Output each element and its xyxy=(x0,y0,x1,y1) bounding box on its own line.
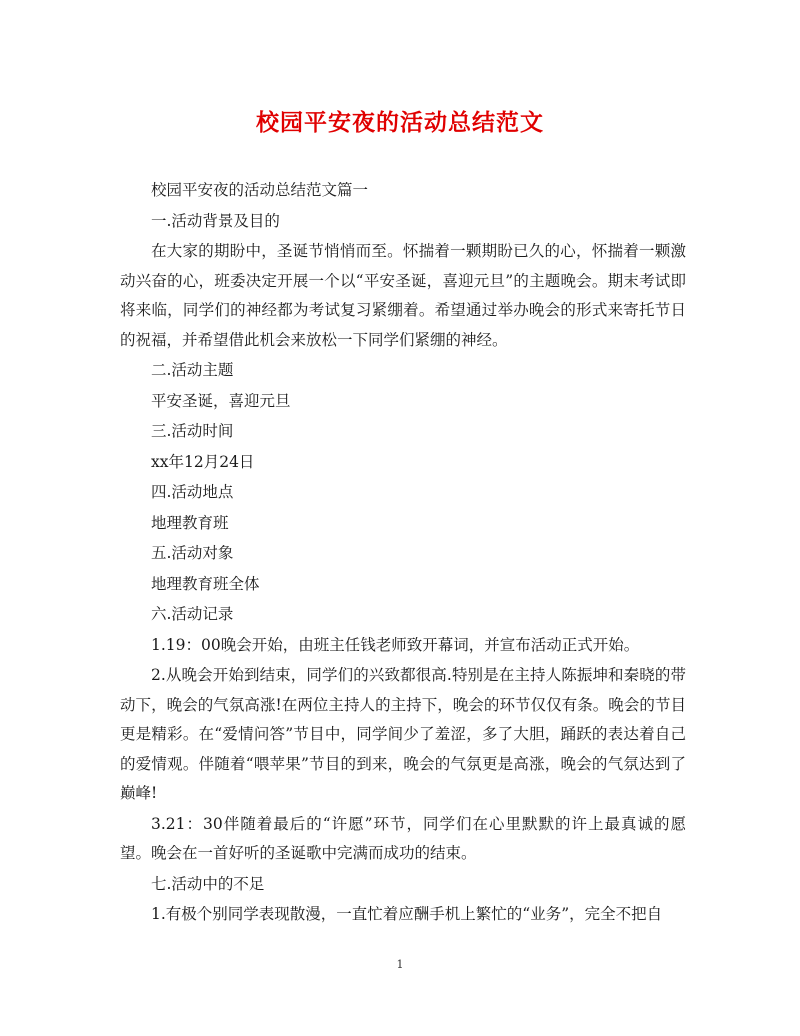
paragraph: xx年12月24日 xyxy=(151,452,255,471)
paragraph: 在大家的期盼中，圣诞节悄悄而至。怀揣着一颗期盼已久的心，怀揣着一颗激动兴奋的心，班委决定开展一个以“平安圣诞，喜迎元旦”的主题晚会。期末考试即将来临，同学们的神经都为考试复习紧绷着。希望通过举办晚会的形式来寄托节日的祝福，并希望借此机会来放松一下同学们紧绷的神经。 xyxy=(120,242,686,349)
paragraph: 地理教育班 xyxy=(151,513,229,532)
paragraph: 3.21：30伴随着最后的“许愿”环节，同学们在心里默默的许上最真诚的愿望。晚会在一首好听的圣诞歌中完满而成功的结束。 xyxy=(120,814,686,862)
paragraph: 地理教育班全体 xyxy=(151,574,260,593)
paragraph: 平安圣诞，喜迎元旦 xyxy=(151,391,291,410)
paragraph: 校园平安夜的活动总结范文篇一 xyxy=(151,181,369,199)
section-heading: 二.活动主题 xyxy=(151,361,234,379)
page-number: 1 xyxy=(396,958,404,971)
section-heading: 七.活动中的不足 xyxy=(151,874,265,893)
paragraph: 2.从晚会开始到结束，同学们的兴致都很高.特别是在主持人陈振坤和秦晓的带动下，晚会的气氛高涨!在两位主持人的主持下，晚会的环节仅仅有条。晚会的节目更是精彩。在“爱情问答”节目中，同学间少了羞涩，多了大胆，踊跃的表达着自己的爱情观。伴随着“喂苹果”节目的到来，晚会的气氛更是高涨，晚会的气氛达到了巅峰! xyxy=(120,666,686,802)
section-heading: 六.活动记录 xyxy=(151,605,234,623)
paragraph: 1.有极个别同学表现散漫，一直忙着应酬手机上繁忙的“业务”，完全不把自 xyxy=(151,905,663,923)
section-heading: 五.活动对象 xyxy=(151,544,234,562)
section-heading: 四.活动地点 xyxy=(151,483,234,501)
document-title: 校园平安夜的活动总结范文 xyxy=(256,109,544,136)
paragraph: 1.19：00晚会开始，由班主任钱老师致开幕词，并宣布活动正式开始。 xyxy=(151,635,640,654)
document-body xyxy=(120,176,686,931)
section-heading: 一.活动背景及目的 xyxy=(151,211,280,230)
section-heading: 三.活动时间 xyxy=(151,422,234,440)
